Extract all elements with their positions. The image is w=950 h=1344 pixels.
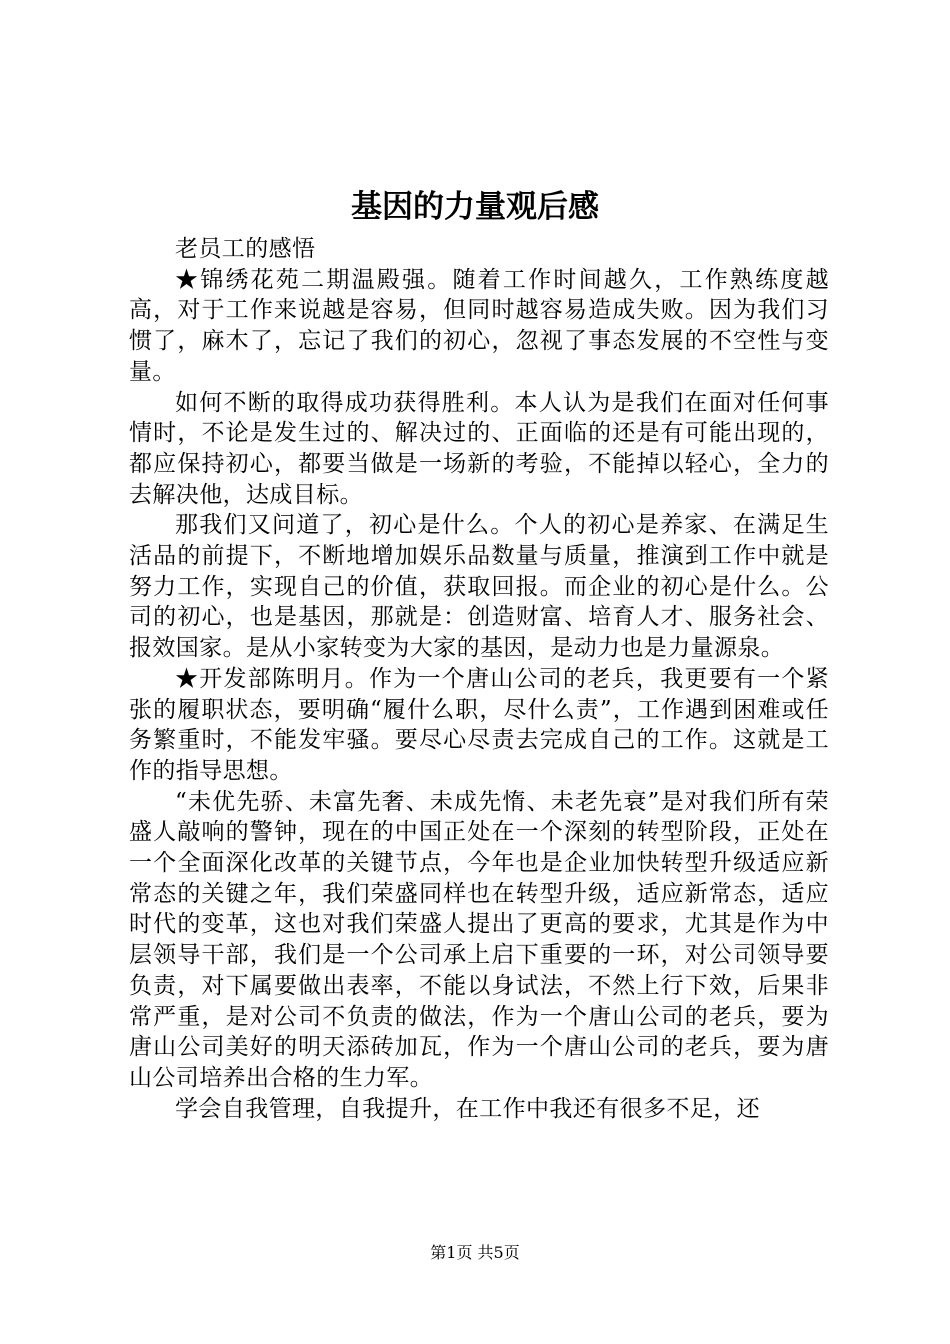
page-footer: 第1页 共5页 [430, 1243, 520, 1262]
paragraph: ★锦绣花苑二期温殿强。随着工作时间越久，工作熟练度越高，对于工作来说越是容易，但同时越容易造成失败。因为我们习惯了，麻木了，忘记了我们的初心，忽视了事态发展的不空性与变量。 [129, 266, 829, 385]
document-title: 基因的力量观后感 [351, 189, 599, 225]
paragraph: ★开发部陈明月。作为一个唐山公司的老兵，我更要有一个紧张的履职状态，要明确“履什么职，尽什么责”，工作遇到困难或任务繁重时，不能发牢骚。要尽心尽责去完成自己的工作。这就是工作的指导思想。 [129, 665, 829, 784]
section-heading: 老员工的感悟 [175, 236, 316, 262]
paragraph: 学会自我管理，自我提升，在工作中我还有很多不足，还 [175, 1095, 760, 1122]
document-body [129, 234, 829, 1124]
paragraph: 如何不断的取得成功获得胜利。本人认为是我们在面对任何事情时，不论是发生过的、解决过的、正面临的还是有可能出现的，都应保持初心，都要当做是一场新的考验，不能掉以轻心，全力的去解决他，达成目标。 [129, 389, 829, 508]
paragraph: “未优先骄、未富先奢、未成先惰、未老先衰”是对我们所有荣盛人敲响的警钟，现在的中国正处在一个深刻的转型阶段，正处在一个全面深化改革的关键节点，今年也是企业加快转型升级适应新常态的关键之年，我们荣盛同样也在转型升级，适应新常态，适应时代的变革，这也对我们荣盛人提出了更高的要求，尤其是作为中层领导干部，我们是一个公司承上启下重要的一环，对公司领导要负责，对下属要做出表率，不能以身试法，不然上行下效，后果非常严重，是对公司不负责的做法，作为一个唐山公司的老兵，要为唐山公司美好的明天添砖加瓦，作为一个唐山公司的老兵，要为唐山公司培养出合格的生力军。 [129, 788, 829, 1091]
paragraph: 那我们又问道了，初心是什么。个人的初心是养家、在满足生活品的前提下，不断地增加娱乐品数量与质量，推演到工作中就是努力工作，实现自己的价值，获取回报。而企业的初心是什么。公司的初心，也是基因，那就是：创造财富、培育人才、服务社会、报效国家。是从小家转变为大家的基因，是动力也是力量源泉。 [129, 512, 829, 662]
